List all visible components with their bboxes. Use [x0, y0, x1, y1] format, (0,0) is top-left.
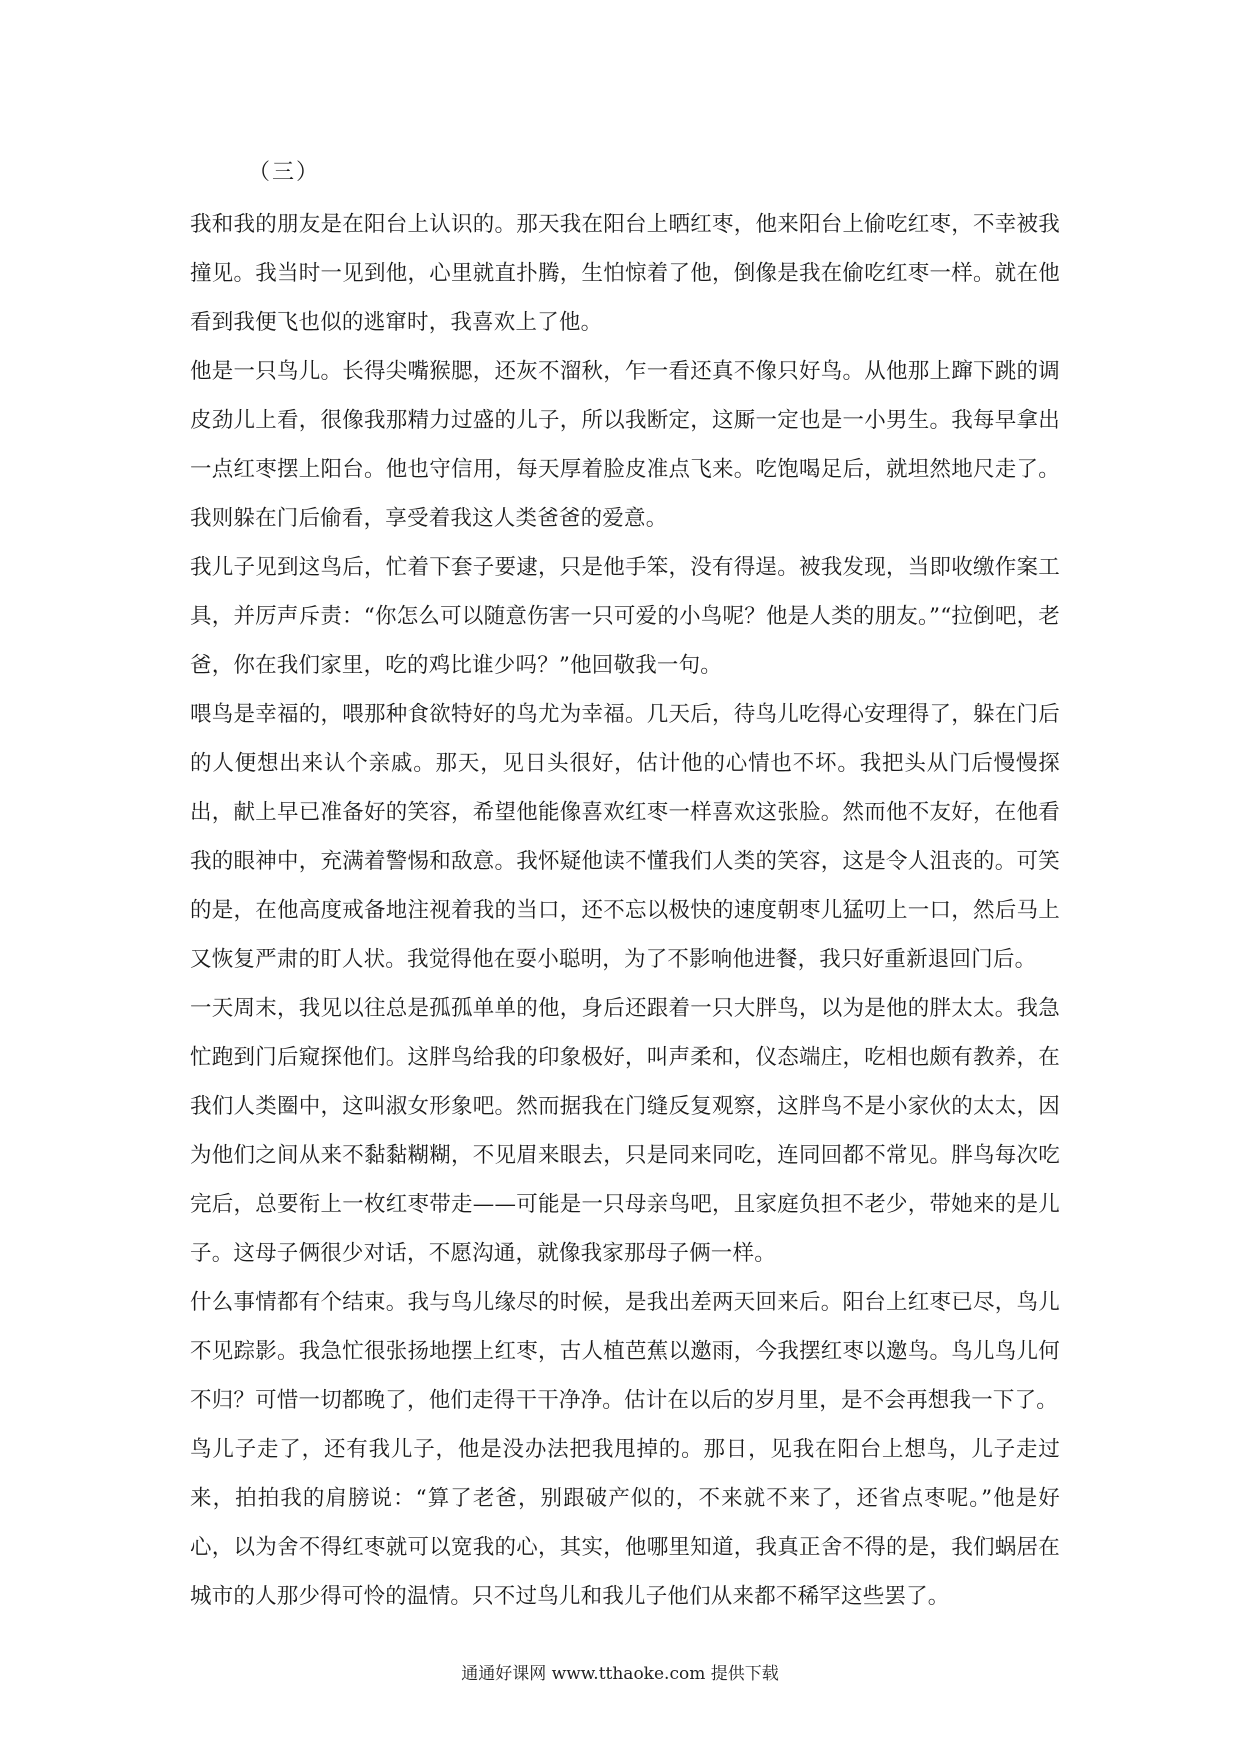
- article-body: [190, 200, 1060, 1621]
- footer-source: 通通好课网 www.tthaoke.com 提供下载: [461, 1664, 779, 1684]
- section-title: （三）: [248, 160, 321, 185]
- paragraph-2: 他是一只鸟儿。长得尖嘴猴腮，还灰不溜秋，乍一看还真不像只好鸟。从他那上蹿下跳的调皮劲儿上看，很像我那精力过盛的儿子，所以我断定，这厮一定也是一小男生。我每早拿出一点红枣摆上阳台。他也守信用，每天厚着脸皮准点飞来。吃饱喝足后，就坦然地尺走了。我则躲在门后偷看，享受着我这人类爸爸的爱意。: [190, 359, 1060, 531]
- paragraph-6: 什么事情都有个结束。我与鸟儿缘尽的时候，是我出差两天回来后。阳台上红枣已尽，鸟儿不见踪影。我急忙很张扬地摆上红枣，古人植芭蕉以邀雨，今我摆红枣以邀鸟。鸟儿鸟儿何不归？可惜一切都晚了，他们走得干干净净。估计在以后的岁月里，是不会再想我一下了。: [190, 1290, 1060, 1413]
- paragraph-1: 我和我的朋友是在阳台上认识的。那天我在阳台上晒红枣，他来阳台上偷吃红枣，不幸被我撞见。我当时一见到他，心里就直扑腾，生怕惊着了他，倒像是我在偷吃红枣一样。就在他看到我便飞也似的逃窜时，我喜欢上了他。: [190, 212, 1060, 335]
- paragraph-5: 一天周末，我见以往总是孤孤单单的他，身后还跟着一只大胖鸟，以为是他的胖太太。我急忙跑到门后窥探他们。这胖鸟给我的印象极好，叫声柔和，仪态端庄，吃相也颇有教养，在我们人类圈中，这叫淑女形象吧。然而据我在门缝反复观察，这胖鸟不是小家伙的太太，因为他们之间从来不黏黏糊糊，不见眉来眼去，只是同来同吃，连同回都不常见。胖鸟每次吃完后，总要衔上一枚红枣带走——可能是一只母亲鸟吧，且家庭负担不老少，带她来的是儿子。这母子俩很少对话，不愿沟通，就像我家那母子俩一样。: [190, 996, 1060, 1266]
- paragraph-3: 我儿子见到这鸟后，忙着下套子要逮，只是他手笨，没有得逞。被我发现，当即收缴作案工具，并厉声斥责：“你怎么可以随意伤害一只可爱的小鸟呢？他是人类的朋友。”“拉倒吧，老爸，你在我们家里，吃的鸡比谁少吗？”他回敬我一句。: [190, 555, 1060, 678]
- paragraph-7: 鸟儿子走了，还有我儿子，他是没办法把我甩掉的。那日，见我在阳台上想鸟，儿子走过来，拍拍我的肩膀说：“算了老爸，别跟破产似的，不来就不来了，还省点枣呢。”他是好心，以为舍不得红枣就可以宽我的心，其实，他哪里知道，我真正舍不得的是，我们蜗居在城市的人那少得可怜的温情。只不过鸟儿和我儿子他们从来都不稀罕这些罢了。: [190, 1437, 1060, 1609]
- paragraph-4: 喂鸟是幸福的，喂那种食欲特好的鸟尤为幸福。几天后，待鸟儿吃得心安理得了，躲在门后的人便想出来认个亲戚。那天，见日头很好，估计他的心情也不坏。我把头从门后慢慢探出，献上早已准备好的笑容，希望他能像喜欢红枣一样喜欢这张脸。然而他不友好，在他看我的眼神中，充满着警惕和敌意。我怀疑他读不懂我们人类的笑容，这是令人沮丧的。可笑的是，在他高度戒备地注视着我的当口，还不忘以极快的速度朝枣儿猛叨上一口，然后马上又恢复严肃的盯人状。我觉得他在耍小聪明，为了不影响他进餐，我只好重新退回门后。: [190, 702, 1060, 972]
